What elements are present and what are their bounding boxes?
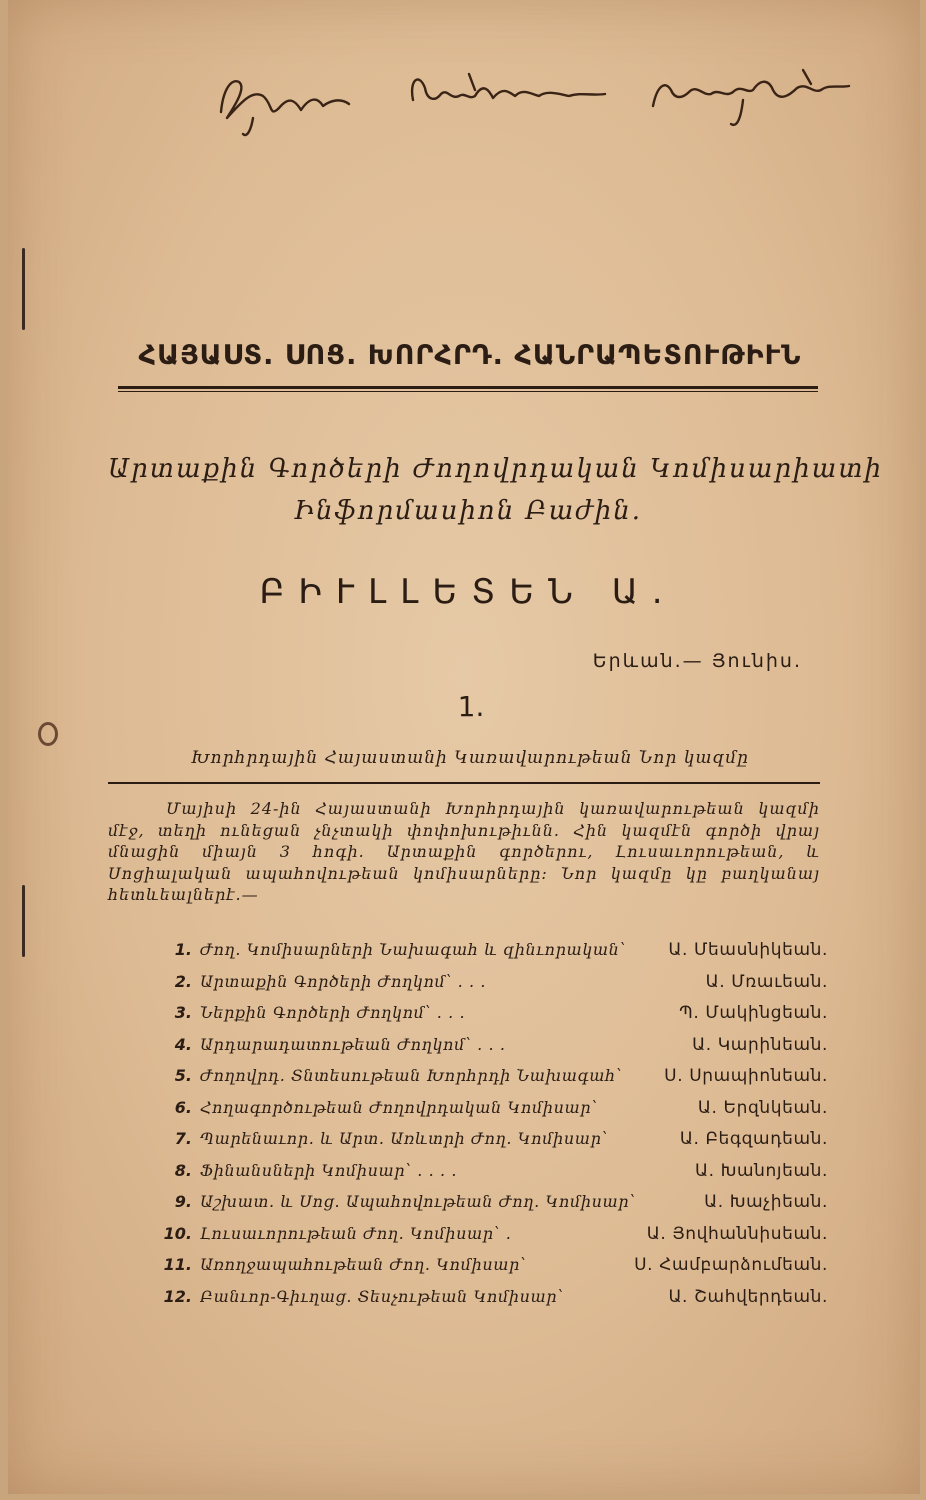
item-post: Լուսաւորութեան Ժող. Կոմիսար՝ . xyxy=(200,1223,512,1243)
item-name: Ս. Սրապիոնեան. xyxy=(664,1066,828,1086)
item-name: Ա. Յովհաննիսեան. xyxy=(646,1223,828,1244)
item-number: 10. xyxy=(163,1223,192,1243)
item-post: Ժող. Կոմիսարների Նախագահ և զինւորական՝ xyxy=(200,940,626,959)
handwritten-signature xyxy=(213,60,873,140)
item-number: 5. xyxy=(174,1066,192,1085)
item-post: Առողջապահութեան Ժող. Կոմիսար՝ xyxy=(200,1255,527,1274)
item-post: Պարենաւոր. և Արտ. Առևտրի Ժող. Կոմիսար՝ xyxy=(200,1129,608,1148)
article-title-rule xyxy=(108,782,820,784)
item-number: 8. xyxy=(174,1160,192,1180)
item-post: Բանւոր-Գիւղաց. Տեսչութեան Կոմիսար՝ xyxy=(200,1286,564,1306)
list-item xyxy=(158,1066,828,1098)
item-number: 2. xyxy=(174,971,192,991)
item-post: Հողագործութեան Ժողովրդական Կոմիսար՝ xyxy=(200,1097,598,1117)
list-item xyxy=(158,1224,828,1256)
heading-rule-thin xyxy=(118,391,818,392)
item-post: Արդարադատութեան Ժողկոմ՝ . . . xyxy=(200,1034,506,1054)
item-name: Ա. Խանոյեան. xyxy=(695,1160,828,1181)
list-item xyxy=(158,940,828,972)
item-post: Ժողովրդ. Տնտեսութեան Խորհրդի Նախագահ՝ xyxy=(200,1066,623,1085)
item-name: Ա. Մռաւեան. xyxy=(705,971,828,992)
item-number: 11. xyxy=(163,1255,192,1274)
binding-mark-top xyxy=(22,248,25,330)
item-name: Ա. Շահվերդեան. xyxy=(668,1286,828,1307)
department-line-1: Արտաքին Գործերի Ժողովրդական Կոմիսարիատի xyxy=(108,454,884,484)
place-date: Երևան.— Յունիս. xyxy=(592,650,802,672)
item-number: 9. xyxy=(174,1192,192,1211)
list-item xyxy=(158,1287,828,1319)
article-title: Խորհրդային Հայաստանի Կառավարութեան Նոր կազմը xyxy=(191,748,749,768)
item-name: Ա. Երզնկեան. xyxy=(697,1097,828,1118)
list-item xyxy=(158,1161,828,1193)
binding-mark-bottom xyxy=(22,885,25,957)
list-item xyxy=(158,1255,828,1287)
signature-image xyxy=(213,60,873,140)
item-name: Ա. Մեասնիկեան. xyxy=(668,940,828,960)
list-item xyxy=(158,1035,828,1067)
item-number: 12. xyxy=(163,1286,192,1306)
item-name: Ս. Համբարձումեան. xyxy=(634,1255,828,1275)
item-post: Աշխատ. և Սոց. Ապահովութեան Ժող. Կոմիսար՝ xyxy=(200,1192,636,1211)
document-page xyxy=(8,0,920,1494)
bulletin-title: ԲԻՒԼԼԵՏԵՆ Ա. xyxy=(259,572,677,612)
issue-number: 1. xyxy=(457,690,485,723)
list-item xyxy=(158,1003,828,1035)
item-name: Պ. Մակինցեան. xyxy=(679,1003,828,1023)
list-item xyxy=(158,1098,828,1130)
item-number: 3. xyxy=(174,1003,192,1022)
item-name: Ա. Կարինեան. xyxy=(692,1034,828,1055)
article-paragraph: Մայիսի 24-ին Հայաստանի Խորհրդային կառավարութեան կազմի մէջ, տեղի ունեցան չնչտակի փոփոխութիւնն. Հին կազմէն գործի վրայ մնացին միայն 3 հոգի. Արտաքին գործերու, Լուսաւորութեան, և Սոցիալական ապահովութեան կոմիսարները։ Նոր կազմը կը բաղկանայ հետևեալներէ.— xyxy=(108,799,820,904)
heading-rule xyxy=(118,386,818,389)
item-post: Ֆինանսների Կոմիսար՝ . . . . xyxy=(200,1160,458,1180)
item-post: Արտաքին Գործերի Ժողկոմ՝ . . . xyxy=(200,971,487,991)
list-item xyxy=(158,1129,828,1161)
item-number: 4. xyxy=(174,1034,192,1054)
department-line-2: Ինֆորմասիոն Բաժին. xyxy=(293,496,643,526)
republic-heading: ՀԱՅԱՍՏ. ՍՈՑ. ԽՈՐՀՐԴ. ՀԱՆՐԱՊԵՏՈՒԹԻՒՆ xyxy=(138,340,802,371)
ink-blot xyxy=(38,722,58,746)
list-item xyxy=(158,972,828,1004)
list-item xyxy=(158,1192,828,1224)
item-post: Ներքին Գործերի Ժողկոմ՝ . . . xyxy=(200,1003,466,1022)
item-number: 7. xyxy=(174,1129,192,1148)
item-number: 6. xyxy=(174,1097,192,1117)
cabinet-list xyxy=(158,940,828,1318)
item-name: Ա. Բեգզադեան. xyxy=(679,1129,828,1149)
item-number: 1. xyxy=(174,940,192,959)
item-name: Ա. Խաչիեան. xyxy=(704,1192,828,1212)
